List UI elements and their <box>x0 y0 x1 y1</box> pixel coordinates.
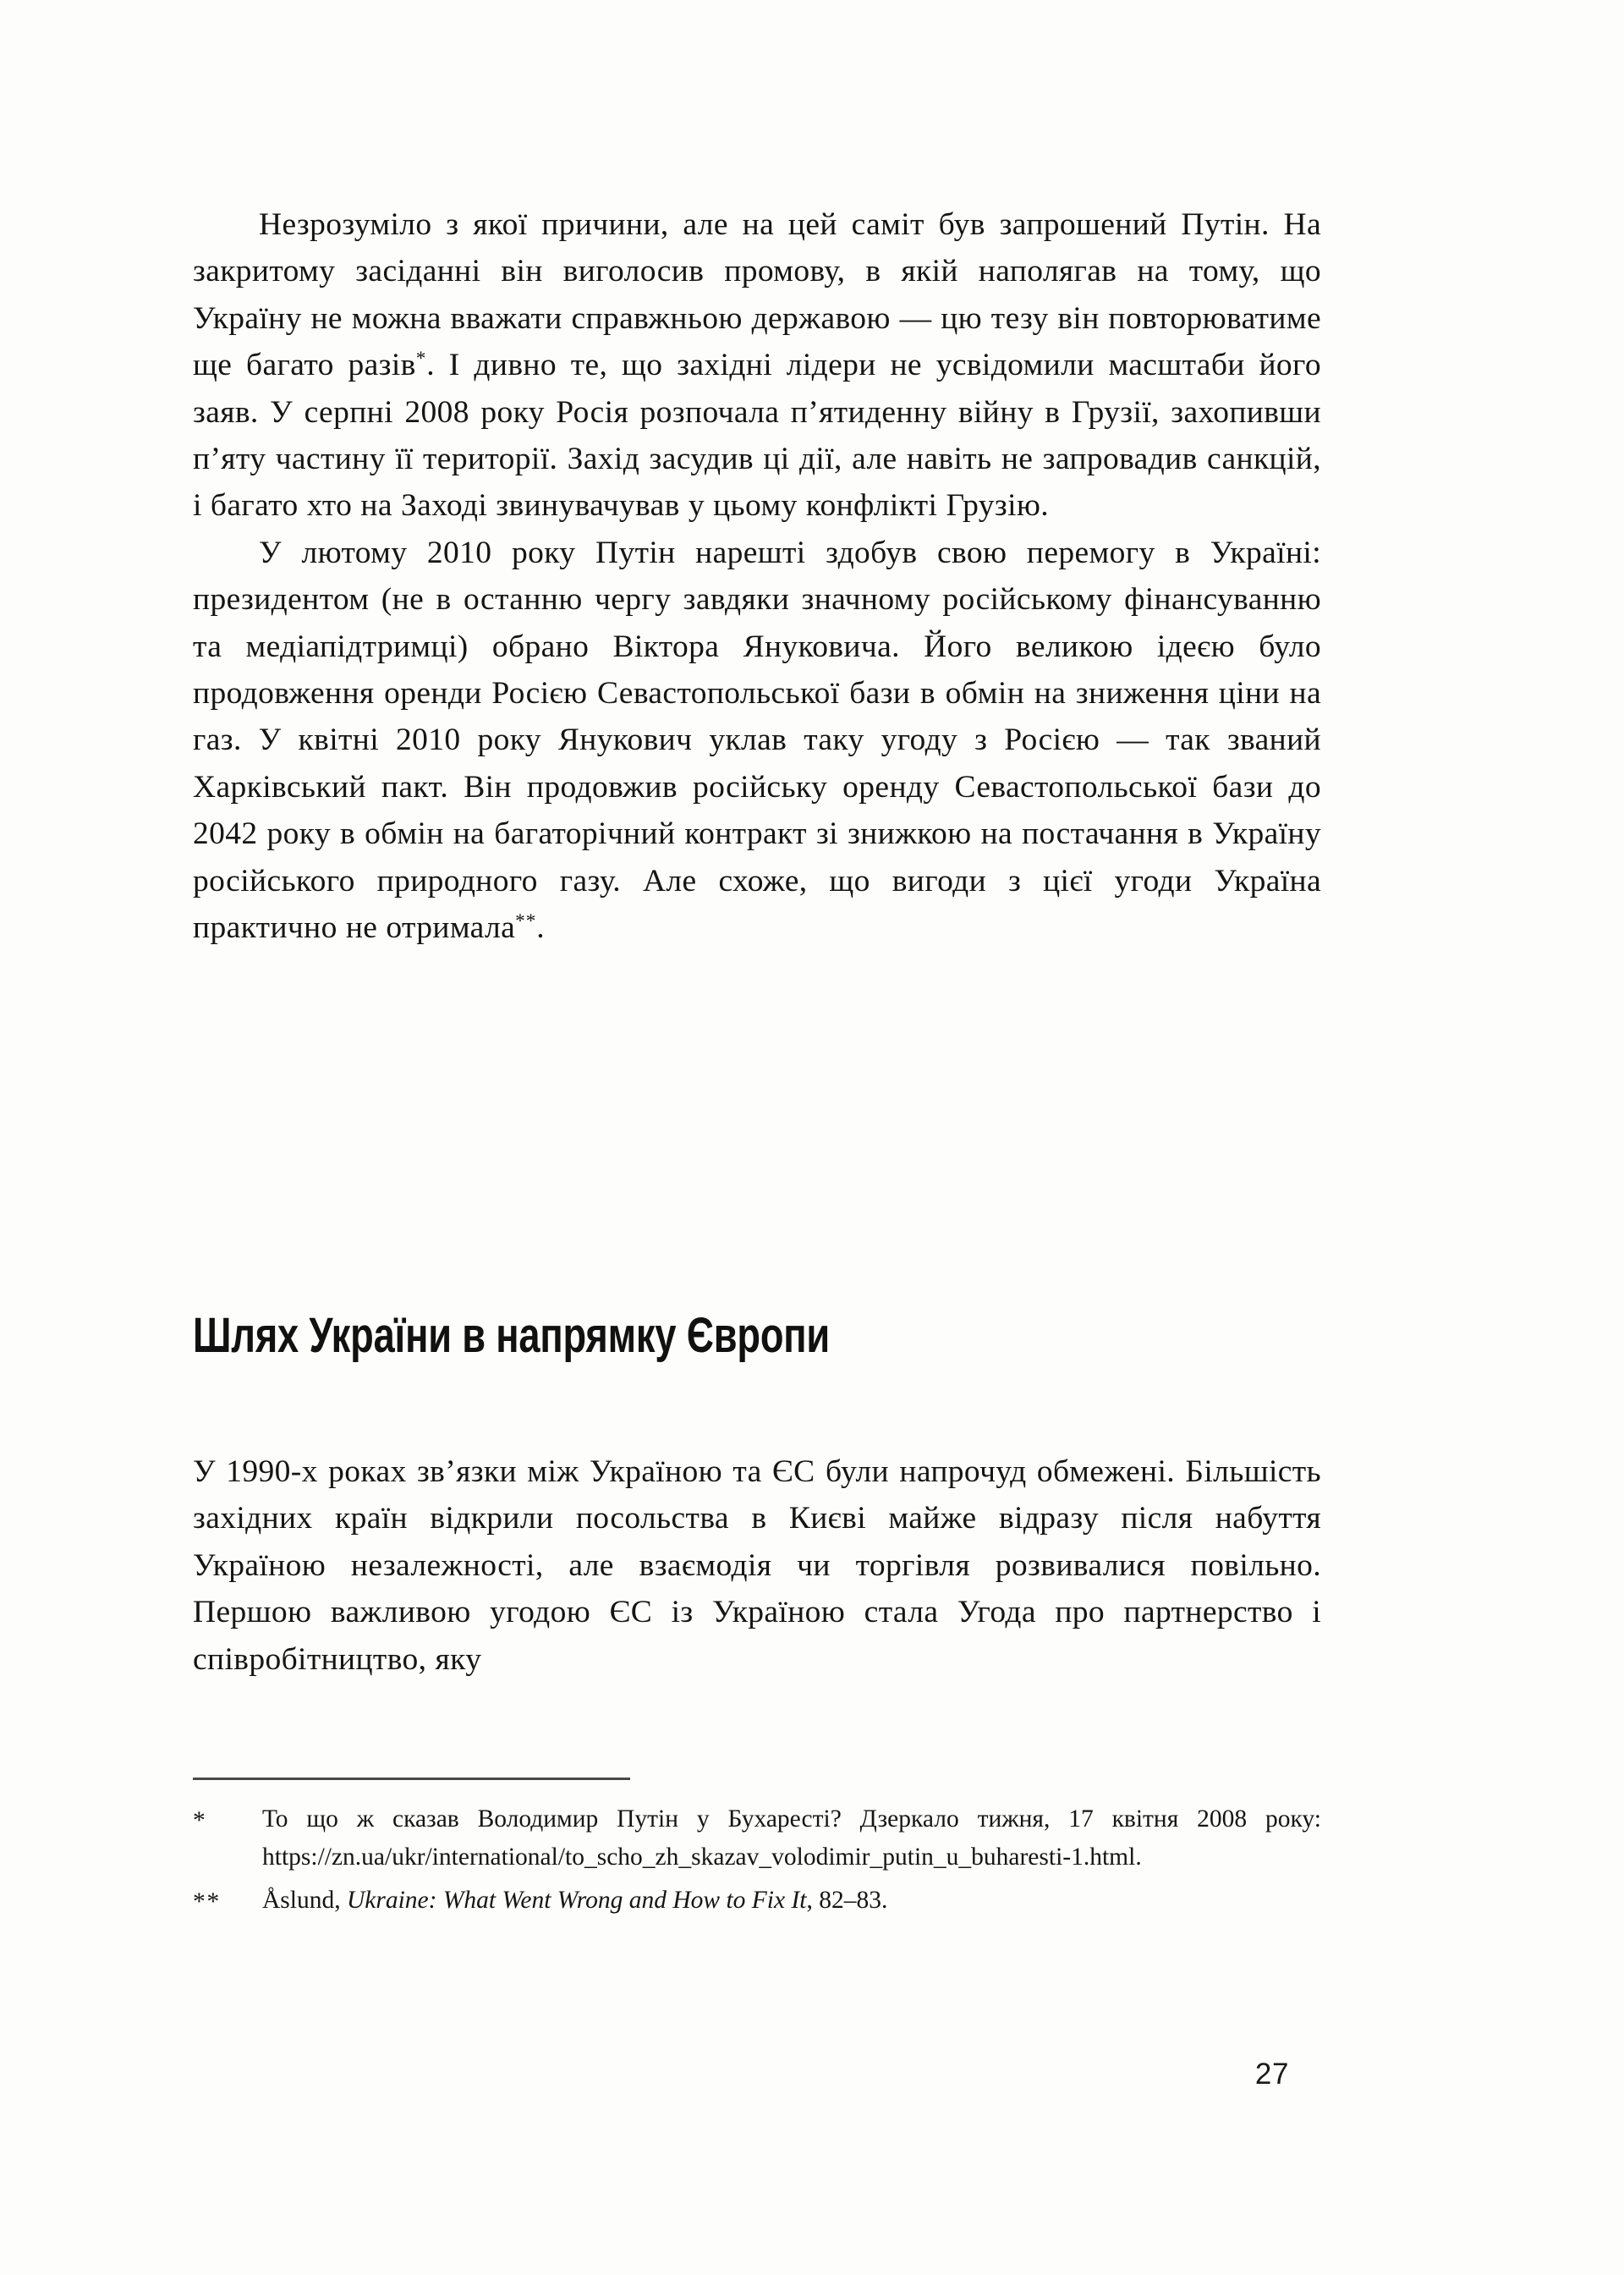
footnote-marker: * <box>193 1807 207 1834</box>
footnote-block <box>193 1800 1321 1927</box>
footnote-item <box>193 1800 1321 1876</box>
footnote-item <box>193 1882 1321 1921</box>
footnote-text-plain: Åslund, <box>262 1887 347 1914</box>
paragraph-3: У 1990-х роках зв’язки між Україною та ЄС були напрочуд обмежені. Більшість західних країн відкрили посольства в Києві майже відразу після набуття Україною незалежності, але взаємодія чи торгівля розвивалися повільно. Першою важливою угодою ЄС із Україною стала Угода про партнерство і співробітництво, яку <box>193 1454 1321 1677</box>
section-heading: Шлях України в напрямку Європи <box>193 1308 831 1363</box>
page-number: 27 <box>1254 2058 1290 2091</box>
paragraph-2-text: У лютому 2010 року Путін нарешті здобув свою перемогу в Україні: президентом (не в останню чергу завдяки значному російському фінансуванню та медіапідтримці) обрано Віктора Януковича. Його великою ідеєю було продовження оренди Росією Севастопольської бази в обмін на зниження ціни на газ. У квітні 2010 року Янукович уклав таку угоду з Росією — так званий Харківський пакт. Він продовжив російську оренду Севастопольської бази до 2042 року в обмін на багаторічний контракт зі знижкою на постачання в Україну російського природного газу. Але схоже, що вигоди з цієї угоди Україна практично не отримала <box>193 535 1321 946</box>
footnote-marker-1: * <box>415 348 427 371</box>
paragraph-1-text: Незрозуміло з якої причини, але на цей саміт був запрошений Путін. На закритому засіданні він виголосив промову, в якій наполягав на тому, що Україну не можна вважати справжньою державою — цю тезу він повторюватиме ще багато разів <box>193 207 1321 383</box>
paragraph-1-tail: . І дивно те, що західні лідери не усвідомили масштаби його заяв. У серпні 2008 року Росія розпочала п’ятиденну війну в Грузії, захопивши п’яту частину її території. Захід засудив ці дії, але навіть не запровадив санкцій, і багато хто на Заході звинувачував у цьому конфлікті Грузію. <box>193 348 1322 524</box>
footnote-marker: ** <box>193 1888 222 1915</box>
footnote-text <box>262 1882 1321 1920</box>
section-text-block <box>193 1448 1321 1683</box>
footnote-text-plain: То що ж сказав Володимир Путін у Бухаресті? Дзеркало тижня, 17 квітня 2008 року: https://zn.ua/ukr/international/to_scho_zh_skazav_volodimir_putin_u_buharesti-1.html. <box>262 1805 1321 1871</box>
footnote-separator-rule <box>193 1778 630 1780</box>
paragraph-2 <box>193 530 1321 952</box>
footnote-marker-2: ** <box>515 910 537 933</box>
paragraph-2-tail: . <box>536 910 546 946</box>
paragraph-1 <box>193 201 1321 530</box>
footnote-text-trailing: , 82–83. <box>806 1887 888 1914</box>
footnote-text-italic: Ukraine: What Went Wrong and How to Fix It <box>346 1887 807 1914</box>
footnote-text <box>262 1800 1321 1876</box>
main-text-block <box>193 201 1321 952</box>
